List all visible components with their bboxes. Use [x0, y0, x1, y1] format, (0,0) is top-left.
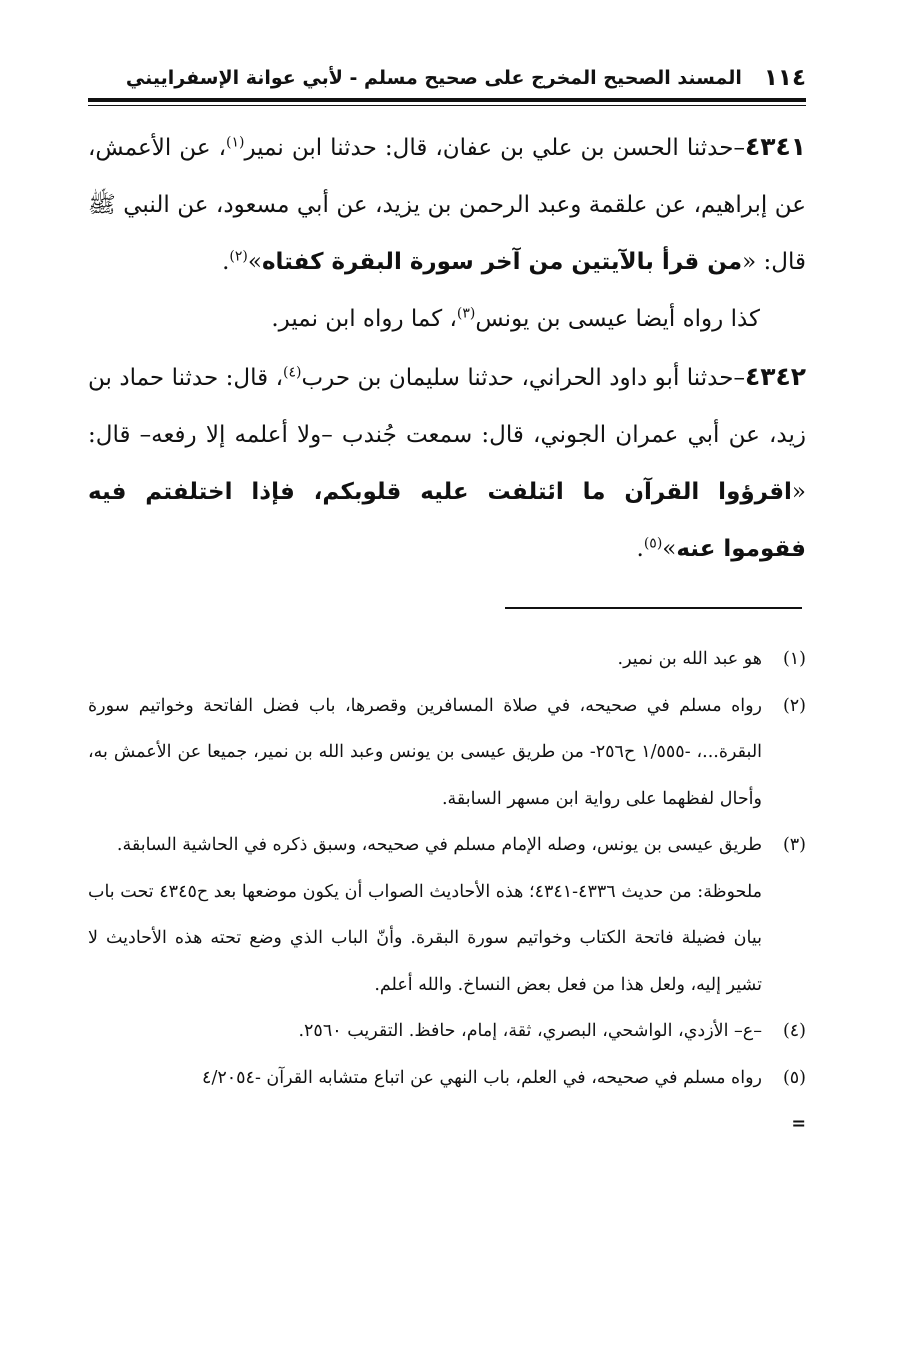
footnote-continuation [88, 1101, 806, 1148]
header-rule-thin [88, 105, 806, 106]
note-text: ، كما رواه ابن نمير. [271, 306, 457, 332]
footnote-text: طريق عيسى بن يونس، وصله الإمام مسلم في صحيحه، وسبق ذكره في الحاشية السابقة. [116, 835, 762, 855]
footnote-text: رواه مسلم في صحيحه، في العلم، باب النهي عن اتباع متشابه القرآن -٤/٢٠٥٤ [202, 1067, 762, 1088]
period: . [222, 249, 230, 275]
isnad-text: ، قال: حدثنا حماد بن زيد، عن أبي عمران الجوني، قال: سمعت جُندب –ولا أعلمه إلا رفعه– قال: « [88, 365, 806, 505]
note-text: كذا رواه أيضا عيسى بن يونس [475, 306, 760, 332]
footnote-3 [88, 822, 806, 869]
footnote-remark: ملحوظة: من حديث ٤٣٣٦-٤٣٤١؛ هذه الأحاديث الصواب أن يكون موضعها بعد ح٤٣٤٥ تحت باب بيان فضيلة فاتحة الكتاب وخواتيم سورة البقرة. وأنّ الباب الذي وضع تحته هذه الأحاديث لا تشير إليه، ولعل هذا من فعل بعض النساخ. والله أعلم. [88, 881, 763, 995]
footnote-text: –ع– الأزدي، الواشحي، البصري، ثقة، إمام، حافظ. التقريب ٢٥٦٠. [298, 1021, 762, 1041]
quote-close: » [662, 536, 677, 562]
isnad-text: ، عن الأعمش، عن إبراهيم، عن علقمة وعبد الرحمن بن يزيد، عن أبي مسعود، عن النبي ﷺ قال: « [88, 135, 806, 275]
footnote-1 [88, 636, 806, 683]
footnote-number: (٤) [782, 1021, 806, 1041]
book-title: المسند الصحيح المخرج على صحيح مسلم - لأبي عوانة الإسفراييني [125, 67, 742, 89]
isnad-text: –حدثنا الحسن بن علي بن عفان، قال: حدثنا ابن نمير [244, 135, 745, 161]
hadith-number: ٤٣٤١ [744, 132, 807, 161]
footnote-ref-1[interactable]: (١) [226, 134, 245, 151]
footnotes [88, 636, 806, 1148]
hadith-4341 [88, 118, 806, 291]
footnote-5 [88, 1055, 806, 1102]
running-header [88, 58, 806, 98]
footnote-4 [88, 1008, 806, 1055]
header-rule [88, 98, 806, 102]
hadith-4342 [88, 348, 806, 578]
quote-close: » [247, 249, 262, 275]
footnote-number: (٢) [782, 695, 806, 716]
footnote-ref-2[interactable]: (٢) [229, 248, 248, 265]
footnote-separator [505, 607, 802, 609]
footnote-number: (٣) [782, 835, 806, 855]
footnote-text: هو عبد الله بن نمير. [617, 649, 762, 669]
matn-text: من قرأ بالآيتين من آخر سورة البقرة كفتاه [261, 249, 743, 275]
matn-text: اقرؤوا القرآن ما ائتلفت عليه قلوبكم، فإذا اختلفتم فيه فقوموا عنه [88, 479, 806, 562]
page-number: ١١٤ [763, 65, 806, 91]
hadith-number: ٤٣٤٢ [744, 362, 806, 391]
period: . [636, 536, 644, 562]
footnote-2 [88, 683, 806, 823]
footnote-number: (١) [782, 649, 806, 669]
footnote-ref-4[interactable]: (٤) [283, 364, 302, 381]
footnote-ref-5[interactable]: (٥) [643, 535, 663, 552]
footnote-number: (٥) [782, 1067, 806, 1088]
footnote-text: رواه مسلم في صحيحه، في صلاة المسافرين وقصرها، باب فضل الفاتحة وخواتيم سورة البقرة...، -١/٥٥٥ ح٢٥٦- من طريق عيسى بن يونس وعبد الله بن نمير، جميعا عن الأعمش به، وأحال لفظهما على رواية ابن مسهر السابقة. [88, 695, 763, 809]
footnote-ref-3[interactable]: (٣) [456, 305, 476, 322]
isnad-text: –حدثنا أبو داود الحراني، حدثنا سليمان بن حرب [301, 365, 745, 391]
continuation-mark: = [791, 1114, 806, 1134]
hadith-4341-note [88, 291, 806, 348]
main-text [88, 118, 806, 578]
